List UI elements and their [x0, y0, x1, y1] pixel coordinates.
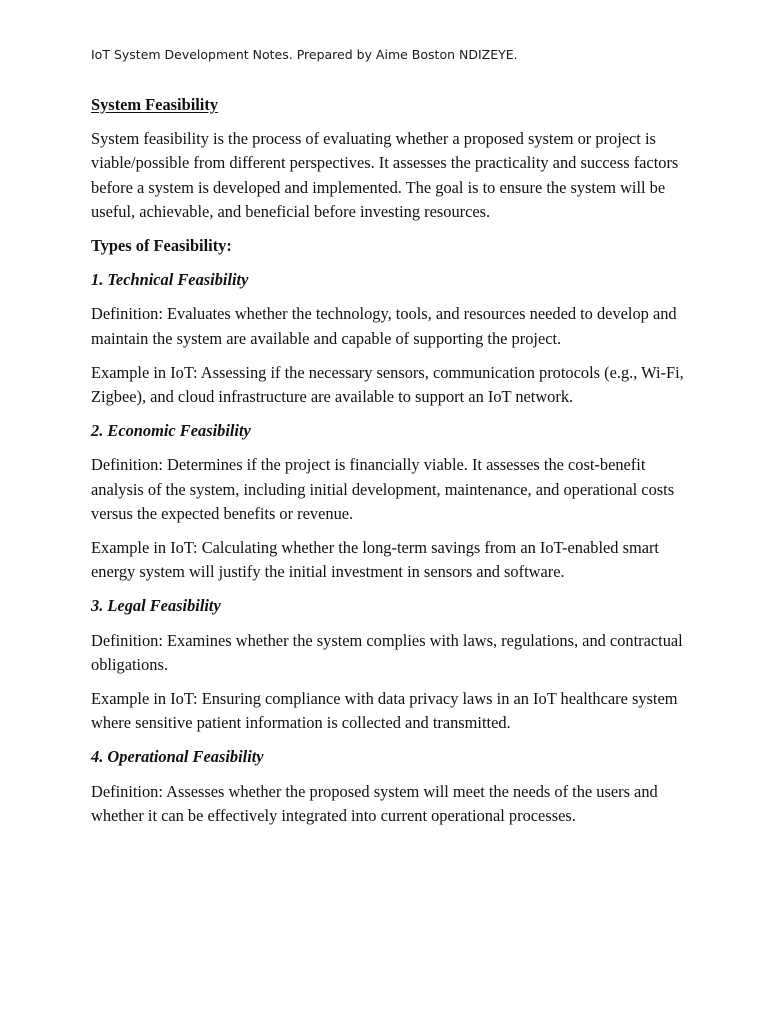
- operational-definition: Definition: Assesses whether the proposed system will meet the needs of the users and whether it can be effectively integrated into current operational processes.: [91, 781, 658, 825]
- section-heading-technical: [91, 268, 691, 292]
- document-body: [91, 93, 691, 838]
- section-title: Technical Feasibility: [107, 270, 249, 290]
- technical-definition: Definition: Evaluates whether the technology, tools, and resources needed to develop and maintain the system are available and capable of supporting the project.: [91, 304, 677, 348]
- economic-example: Example in IoT: Calculating whether the long-term savings from an IoT-enabled smart energy system will justify the initial investment in sensors and software.: [91, 538, 659, 582]
- section-number: 1.: [91, 270, 104, 290]
- section-heading-legal: [91, 594, 691, 618]
- section-number: 2.: [91, 421, 104, 441]
- section-title: Economic Feasibility: [107, 421, 251, 441]
- technical-example: Example in IoT: Assessing if the necessary sensors, communication protocols (e.g., Wi-Fi, Zigbee), and cloud infrastructure are available to support an IoT network.: [91, 362, 684, 407]
- header-note: IoT System Development Notes. Prepared by Aime Boston NDIZEYE.: [91, 47, 518, 62]
- section-heading-economic: [91, 419, 691, 443]
- types-heading: Types of Feasibility:: [91, 236, 232, 256]
- intro-paragraph: System feasibility is the process of evaluating whether a proposed system or project is viable/possible from different perspectives. It assesses the practicality and success factors before a system is developed and implemented. The goal is to ensure the system will be useful, achievable, and beneficial before investing resources.: [91, 129, 679, 221]
- section-title: Operational Feasibility: [107, 747, 264, 767]
- page-title: System Feasibility: [91, 95, 219, 114]
- legal-example: Example in IoT: Ensuring compliance with data privacy laws in an IoT healthcare system where sensitive patient information is collected and transmitted.: [91, 689, 678, 733]
- section-title: Legal Feasibility: [107, 596, 221, 616]
- section-number: 3.: [91, 596, 104, 616]
- legal-definition: Definition: Examines whether the system complies with laws, regulations, and contractual obligations.: [91, 630, 683, 674]
- section-number: 4.: [91, 747, 104, 767]
- section-heading-operational: [91, 745, 691, 769]
- economic-definition: Definition: Determines if the project is financially viable. It assesses the cost-benefit analysis of the system, including initial development, maintenance, and operational costs versus the expected benefits or revenue.: [91, 455, 675, 523]
